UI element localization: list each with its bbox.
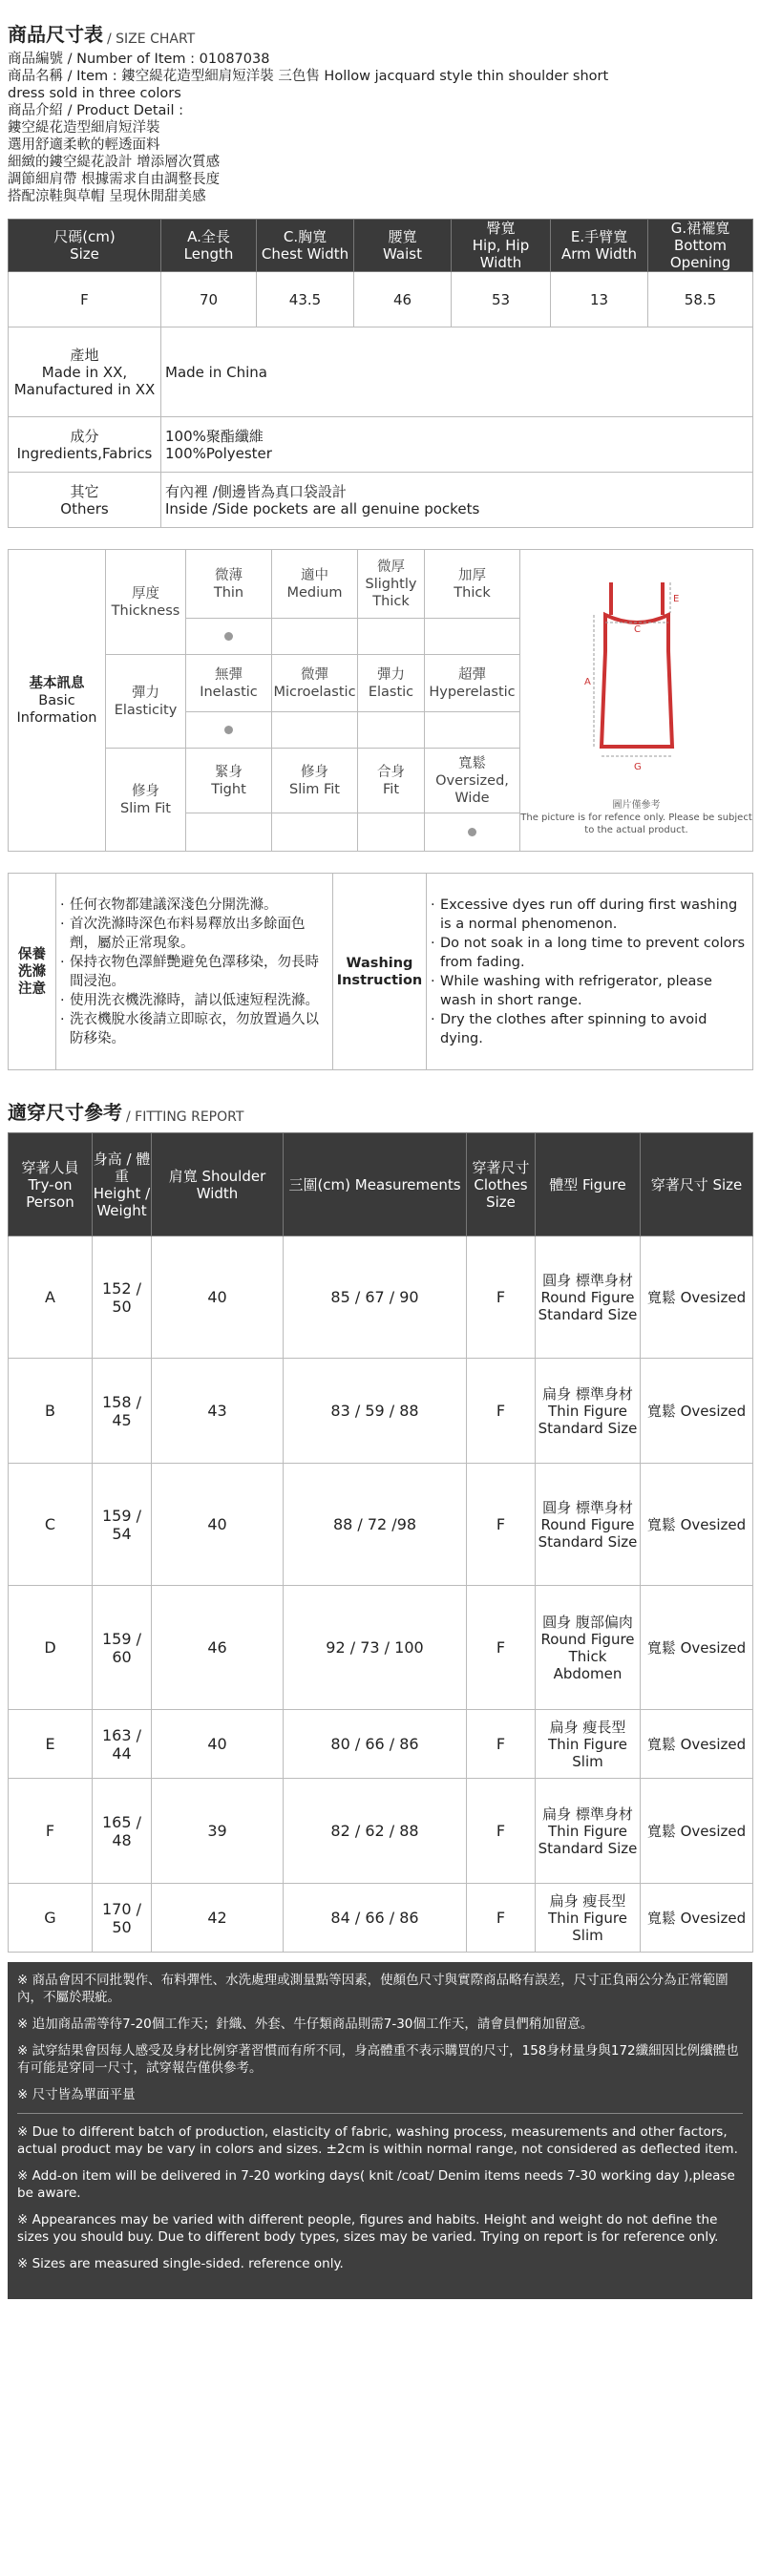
table-cell: 寬鬆 Ovesized bbox=[641, 1359, 753, 1464]
table-cell: 扁身 標準身材 Thin Figure Standard Size bbox=[536, 1779, 641, 1884]
washing-label: Washing Instruction bbox=[333, 874, 427, 1070]
table-row bbox=[9, 1884, 753, 1953]
note-zh: ※ 試穿結果會因每人感受及身材比例穿著習慣而有所不同，身高體重不表示購買的尺寸，158身材量身與172纖細因比例纖體也有可能是穿同一尺寸，試穿報告僅供參考。 bbox=[17, 2043, 739, 2076]
table-cell: 165 / 48 bbox=[93, 1779, 152, 1884]
table-cell: 扁身 瘦長型 Thin Figure Slim bbox=[536, 1710, 641, 1779]
table-cell bbox=[358, 712, 425, 749]
table-row bbox=[9, 1236, 753, 1359]
fabric-row bbox=[9, 417, 753, 473]
table-cell: D bbox=[9, 1586, 93, 1710]
table-cell: 159 / 54 bbox=[93, 1464, 152, 1586]
opt-slim-fit: 修身 Slim Fit bbox=[272, 749, 358, 813]
table-cell: 159 / 60 bbox=[93, 1586, 152, 1710]
header-height: 身高 / 體重 Height / Weight bbox=[93, 1133, 152, 1236]
item-name-line1: 商品名稱 / Item : 鏤空緹花造型細肩短洋裝 三色售 Hollow jacquard style thin shoulder short bbox=[8, 69, 609, 84]
list-item: · 使用洗衣機洗滌時，請以低速短程洗滌。 bbox=[60, 991, 328, 1010]
basic-info-table bbox=[8, 549, 753, 852]
care-list-en bbox=[427, 874, 753, 1070]
opt-elastic: 彈力 Elastic bbox=[358, 655, 425, 712]
table-row bbox=[9, 1710, 753, 1779]
header-shoulder: 肩寬 Shoulder Width bbox=[152, 1133, 284, 1236]
table-cell: B bbox=[9, 1359, 93, 1464]
table-row bbox=[9, 1586, 753, 1710]
note-zh: ※ 追加商品需等待7-20個工作天；針織、外套、牛仔類商品則需7-30個工作天，請會員們稍加留意。 bbox=[17, 2016, 594, 2032]
opt-tight: 緊身 Tight bbox=[186, 749, 272, 813]
opt-oversized: 寬鬆 Oversized, Wide bbox=[425, 749, 520, 813]
table-cell: C bbox=[9, 1464, 93, 1586]
table-cell: 88 / 72 /98 bbox=[284, 1464, 467, 1586]
header-chest: C.胸寬 Chest Width bbox=[257, 220, 354, 272]
table-cell: G bbox=[9, 1884, 93, 1953]
header-bottom: G.裙襬寬 Bottom Opening bbox=[648, 220, 753, 272]
table-cell: F bbox=[467, 1236, 536, 1359]
item-number: 商品編號 / Number of Item : 01087038 bbox=[8, 52, 270, 67]
fitting-table bbox=[8, 1132, 753, 1953]
list-item: · While washing with refrigerator, please wash in short range. bbox=[431, 972, 749, 1010]
detail-line: 選用舒適柔軟的輕透面料 bbox=[8, 137, 160, 153]
table-cell bbox=[272, 619, 358, 655]
table-cell bbox=[425, 712, 520, 749]
header-length: A.全長 Length bbox=[161, 220, 257, 272]
table-cell: 80 / 66 / 86 bbox=[284, 1710, 467, 1779]
table-cell bbox=[272, 712, 358, 749]
cell-chest: 43.5 bbox=[257, 272, 354, 327]
detail-line: 搭配涼鞋與草帽 呈現休閒甜美感 bbox=[8, 189, 206, 204]
table-cell: 扁身 標準身材 Thin Figure Standard Size bbox=[536, 1359, 641, 1464]
list-item: · Dry the clothes after spinning to avoid dying. bbox=[431, 1010, 749, 1048]
dress-diagram-icon bbox=[546, 565, 728, 794]
letter-e: E bbox=[672, 593, 679, 604]
cell-waist: 46 bbox=[354, 272, 452, 327]
size-chart-title bbox=[8, 19, 752, 47]
header-figure: 體型 Figure bbox=[536, 1133, 641, 1236]
fabric-label: 成分 Ingredients,Fabrics bbox=[9, 417, 161, 473]
other-value: 有內裡 /側邊皆為真口袋設計 Inside /Side pockets are all genuine pockets bbox=[161, 473, 753, 528]
cell-arm: 13 bbox=[551, 272, 648, 327]
detail-line: 調節細肩帶 根據需求自由調整長度 bbox=[8, 172, 221, 187]
title-zh: 商品尺寸表 bbox=[8, 23, 103, 46]
table-cell: 163 / 44 bbox=[93, 1710, 152, 1779]
basic-label: 基本訊息 Basic Information bbox=[9, 550, 106, 852]
opt-thick: 加厚 Thick bbox=[425, 550, 520, 619]
table-cell: F bbox=[467, 1779, 536, 1884]
elasticity-label: 彈力 Elasticity bbox=[106, 655, 186, 749]
table-row bbox=[9, 1464, 753, 1586]
table-cell: 圓身 腹部偏肉 Round Figure Thick Abdomen bbox=[536, 1586, 641, 1710]
table-cell: 42 bbox=[152, 1884, 284, 1953]
list-item: · 首次洗滌時深色布料易釋放出多餘面色劑，屬於正常現象。 bbox=[60, 915, 328, 953]
header-hip: 臀寬 Hip, Hip Width bbox=[452, 220, 551, 272]
elasticity-dot bbox=[186, 712, 272, 749]
table-cell: 圓身 標準身材 Round Figure Standard Size bbox=[536, 1236, 641, 1359]
table-cell: 170 / 50 bbox=[93, 1884, 152, 1953]
item-name-line2: dress sold in three colors bbox=[8, 86, 181, 101]
header-arm: E.手臂寬 Arm Width bbox=[551, 220, 648, 272]
header-size: 尺碼(cm) Size bbox=[9, 220, 161, 272]
table-cell: F bbox=[467, 1710, 536, 1779]
fabric-value: 100%聚酯纖維 100%Polyester bbox=[161, 417, 753, 473]
fitting-title-zh: 適穿尺寸參考 bbox=[8, 1101, 122, 1124]
table-cell: F bbox=[467, 1586, 536, 1710]
table-cell: 寬鬆 Ovesized bbox=[641, 1586, 753, 1710]
table-cell bbox=[425, 619, 520, 655]
note-zh: ※ 商品會因不同批製作、布料彈性、水洗處理或測量點等因素，使顏色尺寸與實際商品略有誤差，尺寸正負兩公分為正常範圍內，不屬於瑕疵。 bbox=[17, 1973, 728, 2005]
header-person: 穿著人員 Try-on Person bbox=[9, 1133, 93, 1236]
header-wear-size: 穿著尺寸 Size bbox=[641, 1133, 753, 1236]
diagram-caption-en: The picture is for refence only. Please be subject to the actual product. bbox=[520, 812, 752, 835]
fitting-title bbox=[8, 1097, 752, 1125]
letter-g: G bbox=[633, 761, 642, 772]
table-cell: 83 / 59 / 88 bbox=[284, 1359, 467, 1464]
table-cell: 寬鬆 Ovesized bbox=[641, 1710, 753, 1779]
table-cell: F bbox=[9, 1779, 93, 1884]
diagram-caption-zh: 圖片僅參考 bbox=[612, 799, 661, 811]
fitting-title-en: / FITTING REPORT bbox=[126, 1109, 244, 1125]
cell-length: 70 bbox=[161, 272, 257, 327]
table-cell bbox=[272, 813, 358, 852]
note-zh: ※ 尺寸皆為單面平量 bbox=[17, 2087, 136, 2102]
list-item: · Do not soak in a long time to prevent colors from fading. bbox=[431, 934, 749, 972]
care-list-zh bbox=[56, 874, 333, 1070]
origin-label: 產地 Made in XX, Manufactured in XX bbox=[9, 327, 161, 417]
cell-size: F bbox=[9, 272, 161, 327]
opt-hyperelastic: 超彈 Hyperelastic bbox=[425, 655, 520, 712]
thickness-dot bbox=[186, 619, 272, 655]
note-en: ※ Due to different batch of production, elasticity of fabric, washing process, measurements and other factors, actual product may be vary in colors and sizes. ±2cm is within normal range, not considered as deflected item. bbox=[17, 2124, 738, 2157]
list-item: · Excessive dyes run off during first washing is a normal phenomenon. bbox=[431, 896, 749, 934]
header-clothes-size: 穿著尺寸 Clothes Size bbox=[467, 1133, 536, 1236]
title-en: / SIZE CHART bbox=[107, 32, 196, 47]
opt-slightly-thick: 微厚 Slightly Thick bbox=[358, 550, 425, 619]
opt-thin: 微薄 Thin bbox=[186, 550, 272, 619]
table-cell bbox=[186, 813, 272, 852]
note-en: ※ Add-on item will be delivered in 7-20 working days( knit /coat/ Denim items needs 7-30 working day ),please be aware. bbox=[17, 2168, 735, 2201]
note-en: ※ Appearances may be varied with different people, figures and habits. Height and weight do not define the sizes you should buy. Due to different body types, sizes may be varied. Trying on report is for reference only. bbox=[17, 2212, 719, 2245]
table-cell: 85 / 67 / 90 bbox=[284, 1236, 467, 1359]
table-cell: 158 / 45 bbox=[93, 1359, 152, 1464]
fit-label: 修身 Slim Fit bbox=[106, 749, 186, 852]
table-cell: F bbox=[467, 1359, 536, 1464]
detail-line: 鏤空緹花造型細肩短洋裝 bbox=[8, 120, 160, 136]
table-cell: 40 bbox=[152, 1464, 284, 1586]
care-label: 保養 洗滌 注意 bbox=[9, 874, 56, 1070]
list-item: · 任何衣物都建議深淺色分開洗滌。 bbox=[60, 896, 328, 915]
table-cell: 152 / 50 bbox=[93, 1236, 152, 1359]
table-cell: 寬鬆 Ovesized bbox=[641, 1779, 753, 1884]
table-row bbox=[9, 1359, 753, 1464]
table-cell: 寬鬆 Ovesized bbox=[641, 1464, 753, 1586]
notes-box bbox=[8, 1962, 752, 2299]
table-cell: 46 bbox=[152, 1586, 284, 1710]
table-cell: A bbox=[9, 1236, 93, 1359]
opt-fit: 合身 Fit bbox=[358, 749, 425, 813]
thickness-label: 厚度 Thickness bbox=[106, 550, 186, 655]
other-label: 其它 Others bbox=[9, 473, 161, 528]
origin-value: Made in China bbox=[161, 327, 753, 417]
note-en: ※ Sizes are measured single-sided. reference only. bbox=[17, 2256, 344, 2271]
detail-line: 細緻的鏤空緹花設計 增添層次質感 bbox=[8, 155, 221, 170]
table-cell: 82 / 62 / 88 bbox=[284, 1779, 467, 1884]
table-cell: 92 / 73 / 100 bbox=[284, 1586, 467, 1710]
table-row bbox=[9, 272, 753, 327]
table-cell bbox=[358, 619, 425, 655]
table-cell: 43 bbox=[152, 1359, 284, 1464]
table-cell: E bbox=[9, 1710, 93, 1779]
notes-divider bbox=[17, 2113, 743, 2114]
table-row bbox=[9, 1779, 753, 1884]
table-cell: 寬鬆 Ovesized bbox=[641, 1884, 753, 1953]
table-cell: 扁身 瘦長型 Thin Figure Slim bbox=[536, 1884, 641, 1953]
letter-c: C bbox=[633, 623, 641, 635]
product-info bbox=[8, 51, 752, 205]
table-cell: 40 bbox=[152, 1710, 284, 1779]
table-cell: F bbox=[467, 1464, 536, 1586]
table-cell: 寬鬆 Ovesized bbox=[641, 1236, 753, 1359]
table-cell: 圓身 標準身材 Round Figure Standard Size bbox=[536, 1464, 641, 1586]
table-cell: 84 / 66 / 86 bbox=[284, 1884, 467, 1953]
garment-diagram bbox=[520, 550, 753, 852]
table-cell: 39 bbox=[152, 1779, 284, 1884]
origin-row bbox=[9, 327, 753, 417]
list-item: · 保持衣物色澤鮮艷避免色澤移染，勿長時間浸泡。 bbox=[60, 953, 328, 991]
table-cell bbox=[358, 813, 425, 852]
opt-microelastic: 微彈 Microelastic bbox=[272, 655, 358, 712]
detail-label: 商品介紹 / Product Detail : bbox=[8, 103, 183, 118]
cell-bottom: 58.5 bbox=[648, 272, 753, 327]
other-row bbox=[9, 473, 753, 528]
letter-a: A bbox=[583, 676, 591, 687]
cell-hip: 53 bbox=[452, 272, 551, 327]
header-waist: 腰寬 Waist bbox=[354, 220, 452, 272]
table-cell: 40 bbox=[152, 1236, 284, 1359]
list-item: · 洗衣機脫水後請立即晾衣，勿放置過久以防移染。 bbox=[60, 1010, 328, 1048]
washing-table bbox=[8, 873, 753, 1070]
fit-dot bbox=[425, 813, 520, 852]
opt-medium: 適中 Medium bbox=[272, 550, 358, 619]
size-table bbox=[8, 219, 753, 528]
header-measurements: 三圍(cm) Measurements bbox=[284, 1133, 467, 1236]
opt-inelastic: 無彈 Inelastic bbox=[186, 655, 272, 712]
table-cell: F bbox=[467, 1884, 536, 1953]
